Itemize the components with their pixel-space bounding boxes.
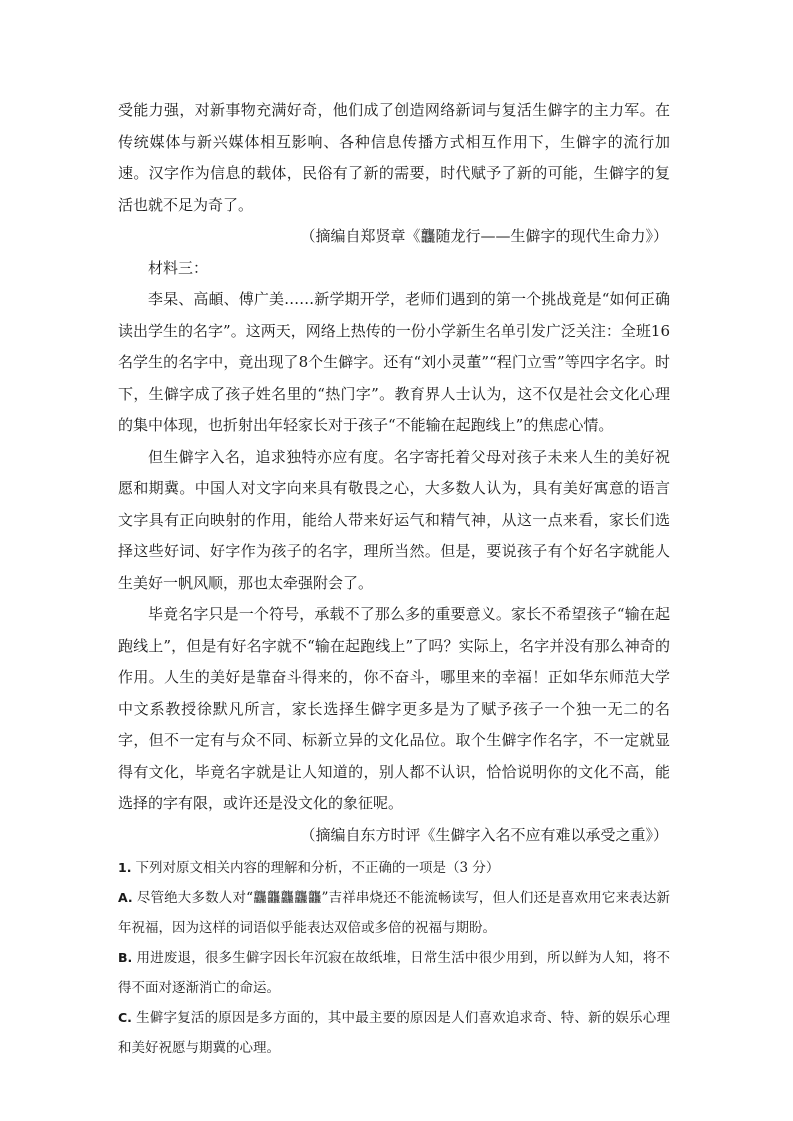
option-c-label: C. [118,1010,132,1025]
question-stem [118,853,670,883]
material3-paragraph-1: 李杲、高頔、傅广美……新学期开学，老师们遇到的第一个挑战竟是“如何正确读出学生的名字”。这两天，网络上热传的一份小学新生名单引发广泛关注：全班16名学生的名字中，竟出现了8个生僻字。还有“刘小灵董”“程门立雪”等四字名字。时下，生僻字成了孩子姓名里的“热门字”。教育界人士认为，这不仅是社会文化心理的集中体现，也折射出年轻家长对于孩子“不能输在起跑线上”的焦虑心情。 [118,290,670,434]
material3-heading: 材料三： [148,258,209,277]
material2-source: （摘编自郑贤章《龘随龙行——生僻字的现代生命力》） [300,227,668,245]
option-b-label: B. [118,950,133,965]
option-c-text: 生僻字复活的原因是多方面的，其中最主要的原因是人们喜欢追求奇、特、新的娱乐心理和美好祝愿与期冀的心理。 [118,1010,670,1056]
option-a [118,883,670,943]
material3-source: （摘编自东方时评《生僻字入名不应有难以承受之重》） [300,825,668,844]
option-b [118,943,670,1003]
material3-paragraph-2: 但生僻字入名，追求独特亦应有度。名字寄托着父母对孩子未来人生的美好祝愿和期冀。中国人对文字向来具有敬畏之心，大多数人认为，具有美好寓意的语言文字具有正向映射的作用，能给人带来好运气和精气神，从这一点来看，家长们选择这些好词、好字作为孩子的名字，理所当然。但是，要说孩子有个好名字就能人生美好一帆风顺，那也太牵强附会了。 [118,447,670,592]
material2-tail-paragraph: 受能力强，对新事物充满好奇，他们成了创造网络新词与复活生僻字的主力军。在传统媒体与新兴媒体相互影响、各种信息传播方式相互作用下，生僻字的流行加速。汉字作为信息的载体，民俗有了新的需要，时代赋予了新的可能，生僻字的复活也就不足为奇了。 [118,101,670,214]
option-a-text: 尽管绝大多数人对“龘龘龘龘龘”吉祥串烧还不能流畅读写，但人们还是喜欢用它来表达新年祝福，因为这样的词语似乎能表达双倍或多倍的祝福与期盼。 [118,890,670,936]
question-text: 下列对原文相关内容的理解和分析，不正确的一项是（3 分） [135,860,500,876]
option-b-text: 用进废退，很多生僻字因长年沉寂在故纸堆，日常生活中很少用到，所以鲜为人知，将不得不面对逐渐消亡的命运。 [118,950,670,996]
option-a-label: A. [118,890,133,905]
document-page [118,95,670,1063]
option-c [118,1003,670,1063]
question-number: 1. [118,860,132,875]
material3-paragraph-3: 毕竟名字只是一个符号，承载不了那么多的重要意义。家长不希望孩子“输在起跑线上”，但是有好名字就不“输在起跑线上”了吗？实际上，名字并没有那么神奇的作用。人生的美好是靠奋斗得来的，你不奋斗，哪里来的幸福！正如华东师范大学中文系教授徐默凡所言，家长选择生僻字更多是为了赋予孩子一个独一无二的名字，但不一定有与众不同、标新立异的文化品位。取个生僻字作名字，不一定就显得有文化，毕竟名字就是让人知道的，别人都不认识，恰恰说明你的文化不高，能选择的字有限，或许还是没文化的象征呢。 [118,605,670,812]
